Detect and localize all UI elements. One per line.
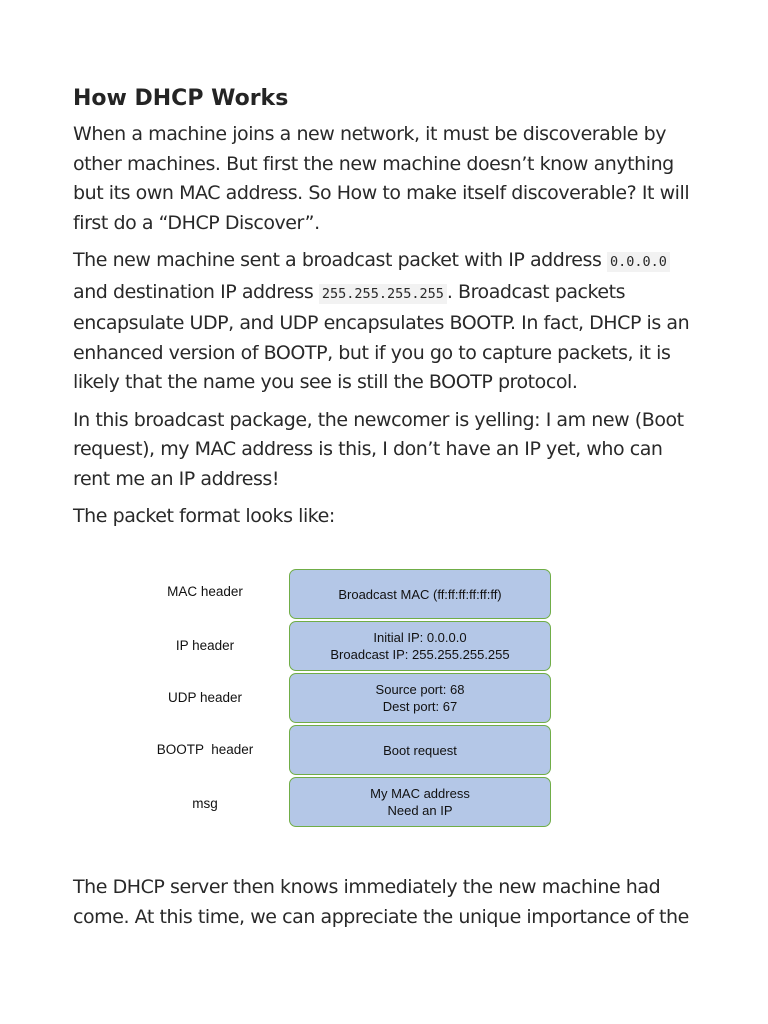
paragraph-text: The new machine sent a broadcast packet with IP address bbox=[73, 249, 608, 271]
box-line: Broadcast IP: 255.255.255.255 bbox=[330, 647, 510, 662]
box-line: My MAC address bbox=[370, 786, 470, 801]
ip-address-code: 0.0.0.0 bbox=[607, 252, 670, 272]
paragraph-text: and destination IP address bbox=[73, 280, 319, 303]
box-udp-header bbox=[289, 673, 551, 723]
box-line: Broadcast MAC (ff:ff:ff:ff:ff:ff) bbox=[338, 586, 502, 602]
paragraph-dhcp-server: The DHCP server then knows immediately the new machine had come. At this time, we can appreciate the unique importance of the bbox=[73, 876, 689, 928]
row-label-udp-header: UDP header bbox=[167, 690, 243, 705]
box-mac-header bbox=[289, 569, 551, 619]
article-body bbox=[73, 84, 691, 532]
row-label-bootp-header: BOOTP header bbox=[156, 742, 254, 757]
box-line: Dest port: 67 bbox=[382, 699, 458, 714]
row-label-mac-header: MAC header bbox=[167, 584, 243, 599]
paragraph-dhcp-discover: When a machine joins a new network, it must be discoverable by other machines. But first the new machine doesn’t know anything but its own MAC address. So How to make itself discoverable? It will first do a “DHCP Discover”. bbox=[73, 123, 690, 234]
box-msg bbox=[289, 777, 551, 827]
paragraph-boot-request: In this broadcast package, the newcomer is yelling: I am new (Boot request), my MAC address is this, I don’t have an IP yet, who can rent me an IP address! bbox=[73, 408, 684, 490]
box-ip-header bbox=[289, 621, 551, 671]
destination-ip-code: 255.255.255.255 bbox=[319, 284, 447, 304]
paragraph-broadcast-packet bbox=[73, 246, 691, 398]
paragraph-packet-format: The packet format looks like: bbox=[73, 505, 335, 527]
row-label-msg: msg bbox=[192, 796, 218, 811]
row-label-ip-header: IP header bbox=[175, 638, 235, 653]
box-bootp-header bbox=[289, 725, 551, 775]
box-line: Need an IP bbox=[387, 803, 453, 818]
paragraph-text: . Broadcast packets encapsulate UDP, and UDP encapsulates BOOTP. In fact, DHCP is an enhanced version of BOOTP, but if you go to capture packets, it is likely that the name you see is still the BOOTP protocol. bbox=[73, 280, 690, 393]
article-title: How DHCP Works bbox=[73, 86, 289, 111]
packet-format-diagram bbox=[140, 563, 560, 835]
box-line: Initial IP: 0.0.0.0 bbox=[373, 630, 467, 645]
box-line: Boot request bbox=[383, 742, 457, 758]
box-line: Source port: 68 bbox=[375, 682, 465, 697]
